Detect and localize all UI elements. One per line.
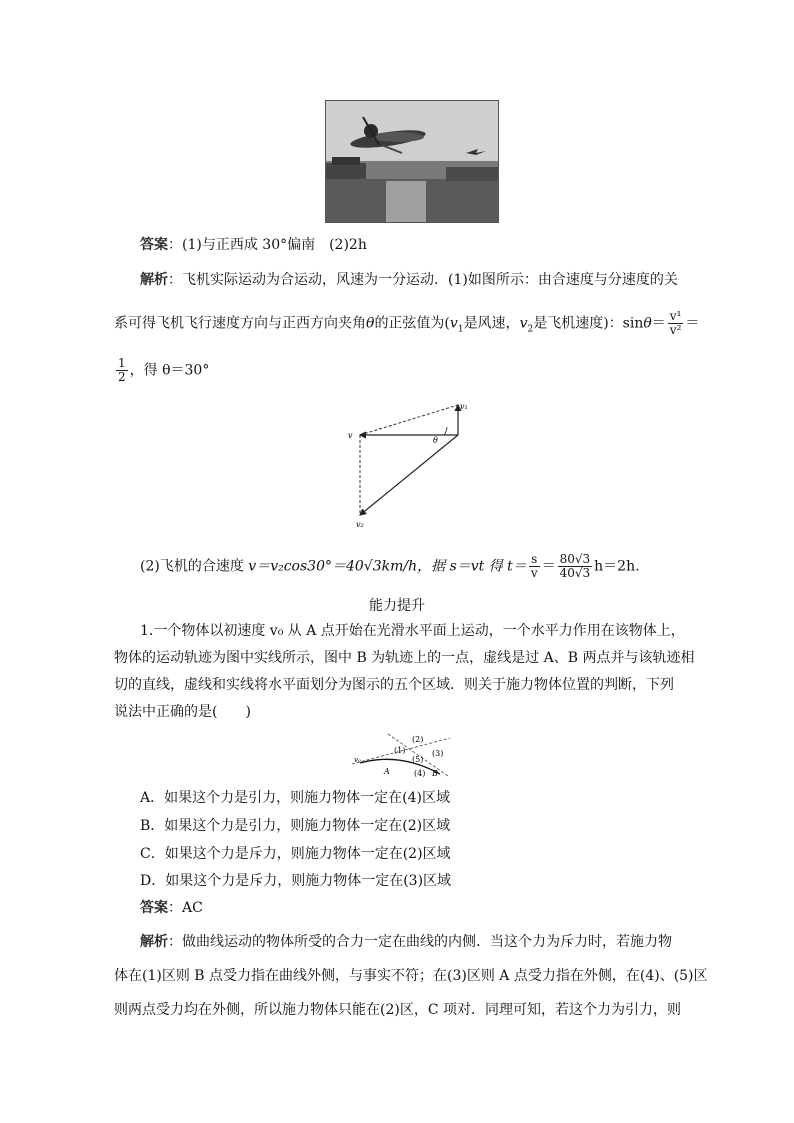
label-v2: v₂ (356, 520, 364, 529)
regions-diagram (350, 730, 460, 782)
label-v1: v₁ (460, 402, 468, 411)
label-v: v (348, 431, 353, 440)
answer-label: 答案 (140, 237, 168, 253)
v2-arrow (360, 435, 458, 515)
label-v0: v₀ (354, 756, 361, 764)
analysis-2-line-3: 则两点受力均在外侧，所以施力物体只能在(2)区，C 项对．同理可知，若这个力为引力，则 (114, 1002, 681, 1018)
analysis-2-line-2: 体在(1)区则 B 点受力指在曲线外侧，与事实不符；在(3)区则 A 点受力指在外侧，在(4)、(5)区 (114, 968, 708, 984)
option-d: D．如果这个力是斥力，则施力物体一定在(3)区域 (140, 873, 452, 889)
trajectory-curve (360, 759, 440, 774)
answer-text: ：(1)与正西成 30°偏南 (2)2h (168, 237, 367, 253)
velocity-ratio: $\frac{\text{v¹}}{\text{v²}}$ (669, 309, 682, 337)
analysis-2-line-1: 解析：做曲线运动的物体所受的合力一定在曲线的内侧．当这个力为斥力时，若施力物 (140, 934, 672, 950)
part-2-solution: (2)飞机的合速度 v＝v₂cos30°＝40√3km/h，据 s＝vt 得 t＝ $\frac{s}{v}$ ＝ $\frac{80√3}{40√3}$ h＝2h. (140, 552, 640, 580)
region-4: (4) (414, 769, 426, 778)
dashed-top-line (360, 405, 458, 435)
answer-2: 答案：AC (140, 900, 203, 916)
airplane-photo (325, 100, 499, 223)
analysis-1-line-1: 解析：飞机实际运动为合运动，风速为一分运动．(1)如图所示：由合速度与分速度的关 (140, 272, 678, 288)
section-title: 能力提升 (369, 598, 425, 614)
region-5: (5) (412, 755, 424, 764)
label-B: B (432, 769, 438, 778)
velocity-diagram (340, 395, 480, 530)
region-1: (1) (394, 746, 406, 755)
question-line-3: 切的直线，虚线和实线将水平面划分为图示的五个区域．则关于施力物体位置的判断，下列 (114, 677, 674, 693)
question-line-4: 说法中正确的是( ) (114, 704, 251, 720)
label-theta: θ (433, 436, 438, 445)
airplane-illustration (326, 101, 498, 222)
option-c: C．如果这个力是斥力，则施力物体一定在(2)区域 (140, 846, 451, 862)
analysis-1-line-3: $\frac{1}{2}$ ，得 θ＝30° (118, 356, 210, 384)
one-half: $\frac{1}{2}$ (118, 356, 126, 384)
analysis-1-line-2: 系可得飞机飞行速度方向与正西方向夹角θ的正弦值为($v_1$是风速，$v_2$是飞机速度)：sinθ＝ $\frac{\text{v¹}}{\text{v²}}$ ＝ (114, 309, 700, 337)
question-line-1: 1.一个物体以初速度 v₀ 从 A 点开始在光滑水平面上运动，一个水平力作用在该物体上， (140, 623, 685, 639)
answer-1 (140, 235, 367, 255)
region-3: (3) (432, 749, 444, 758)
option-b: B．如果这个力是引力，则施力物体一定在(2)区域 (140, 818, 451, 834)
analysis-label: 解析 (140, 272, 168, 288)
label-A: A (384, 767, 390, 776)
region-2: (2) (412, 735, 424, 744)
option-a: A．如果这个力是引力，则施力物体一定在(4)区域 (140, 790, 450, 806)
question-line-2: 物体的运动轨迹为图中实线所示，图中 B 为轨迹上的一点，虚线是过 A、B 两点并与该轨迹相 (114, 650, 695, 666)
